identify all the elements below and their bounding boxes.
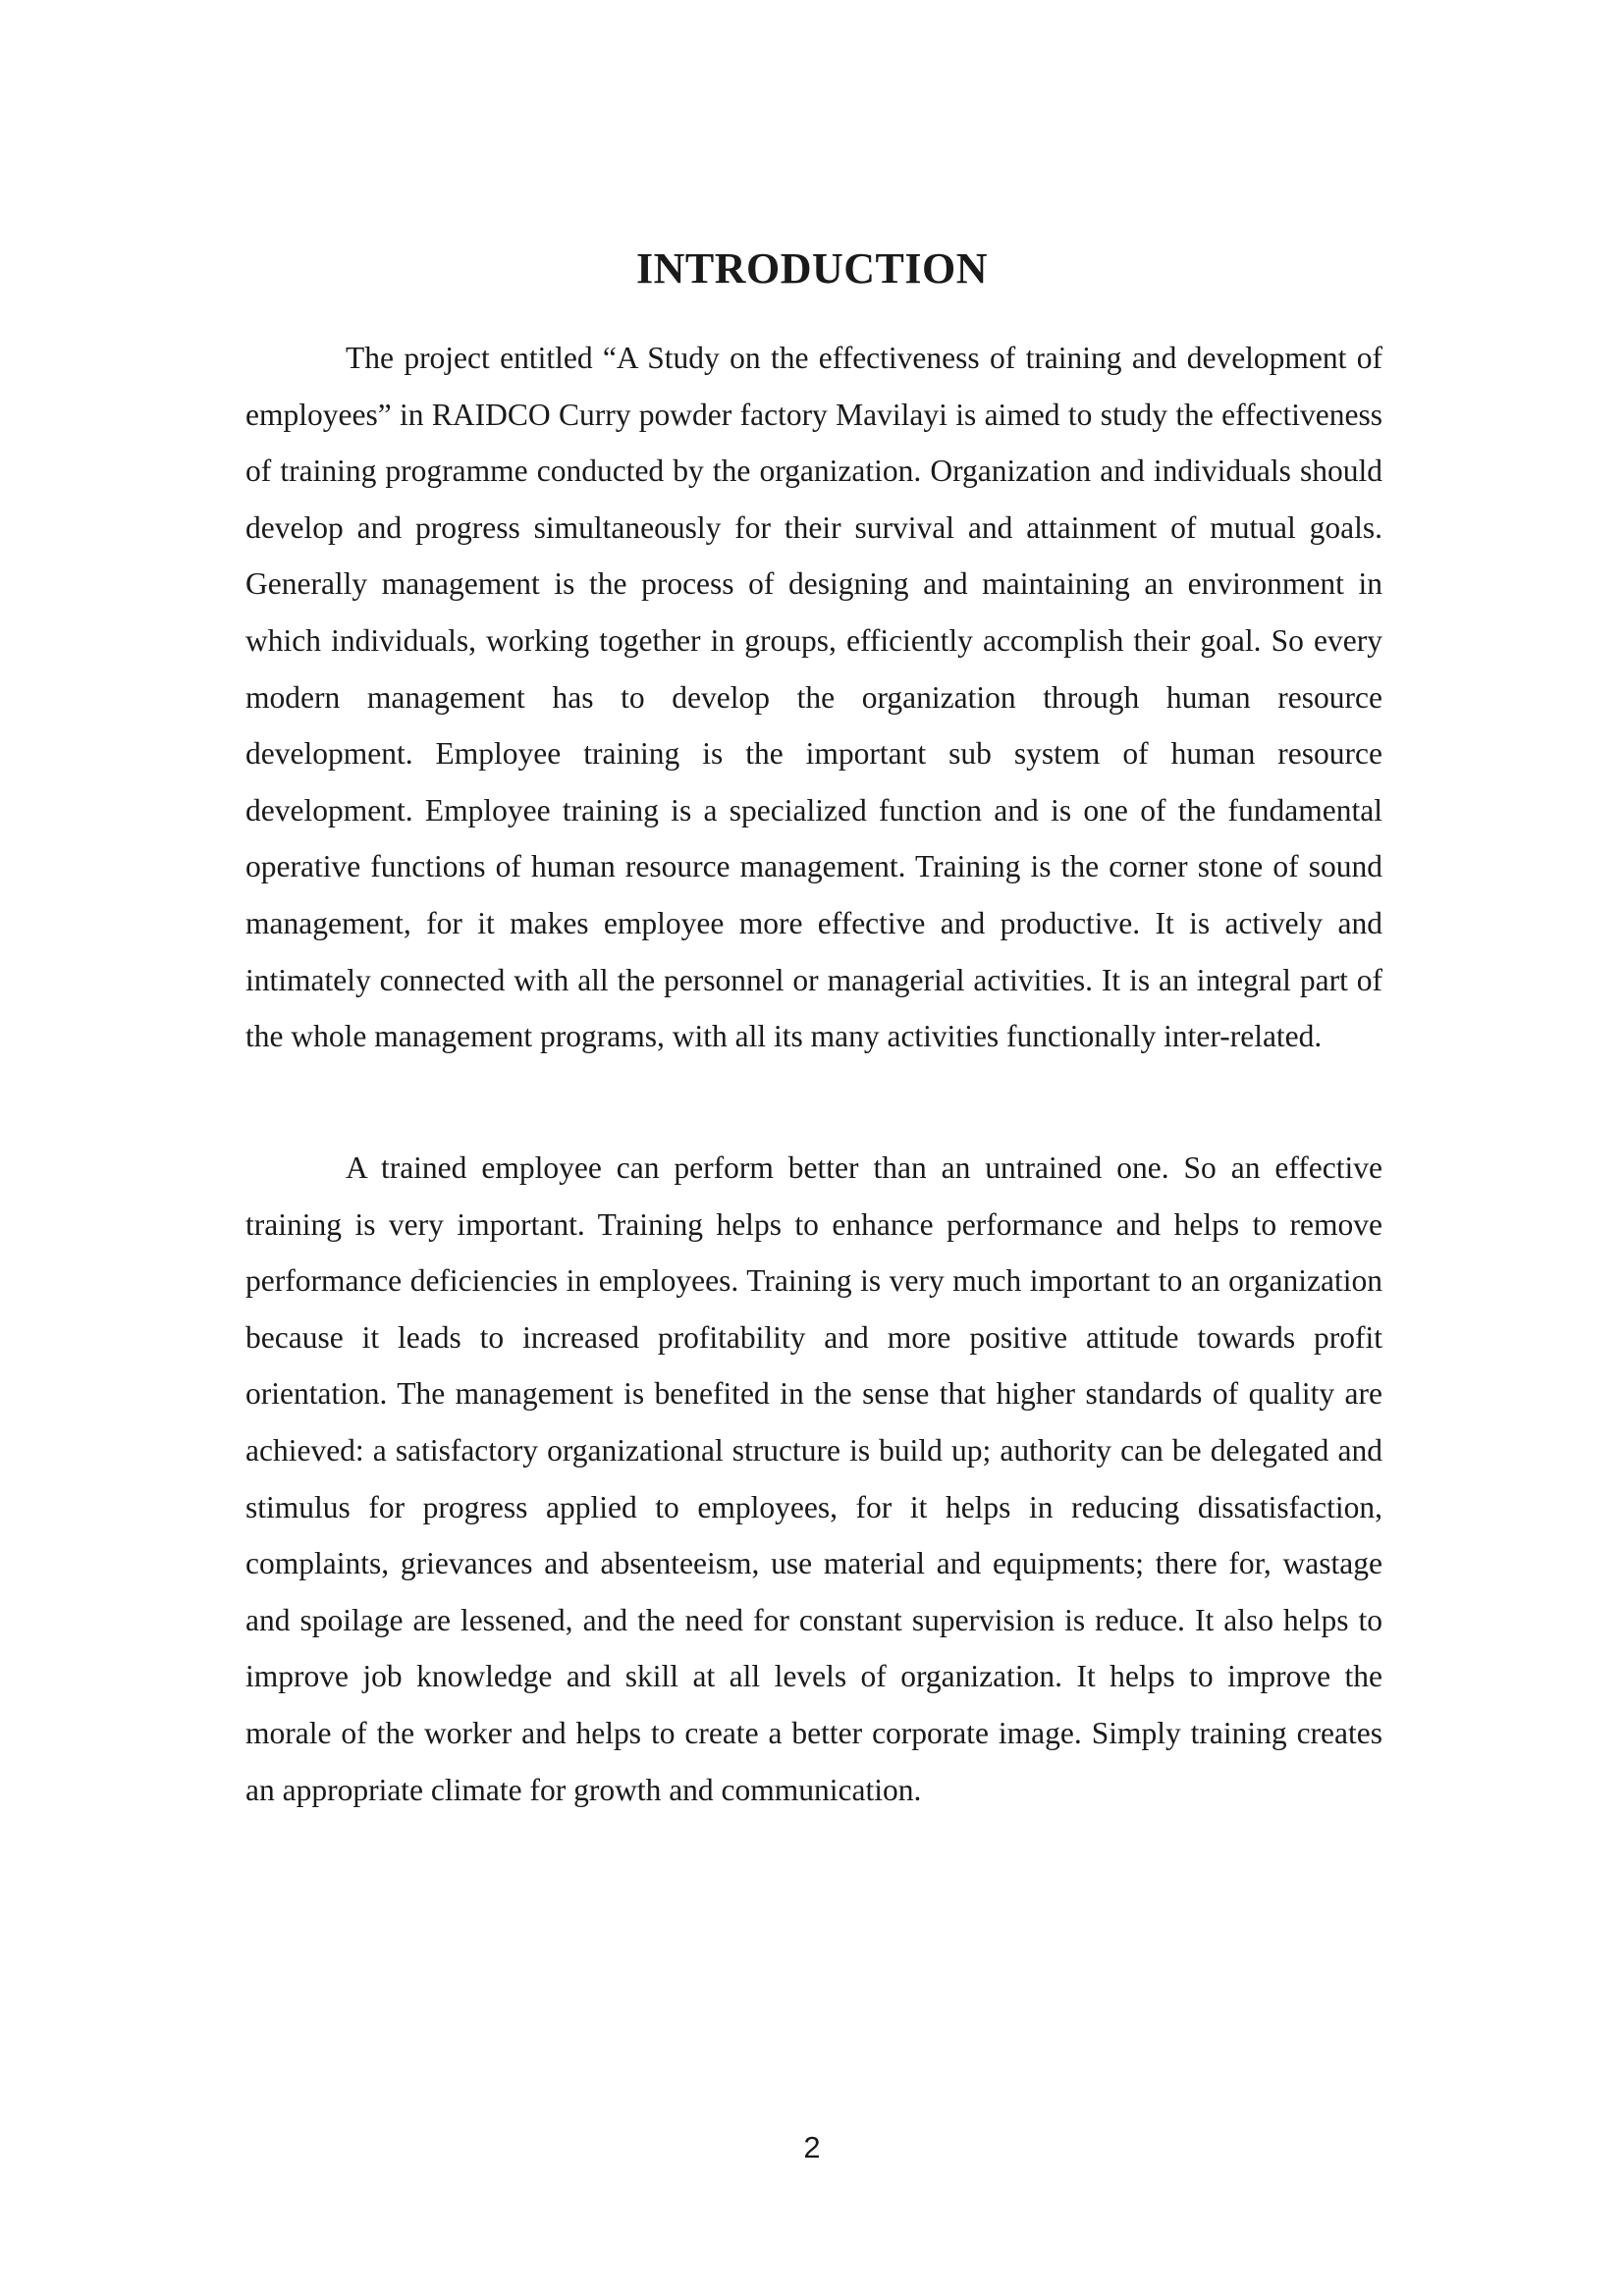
page-number: 2 xyxy=(803,2130,821,2164)
paragraph-1: The project entitled “A Study on the effectiveness of training and development of employees” in RAIDCO Curry powder factory Mavilayi is aimed to study the effectiveness of training programme conducted by the organization. Organization and individuals should develop and progress simultaneously for their survival and attainment of mutual goals. Generally management is the process of designing and maintaining an environment in which individuals, working together in groups, efficiently accomplish their goal. So every modern management has to develop the organization through human resource development. Employee training is the important sub system of human resource development. Employee training is a specialized function and is one of the fundamental operative functions of human resource management. Training is the corner stone of sound management, for it makes employee more effective and productive. It is actively and intimately connected with all the personnel or managerial activities. It is an integral part of the whole management programs, with all its many activities functionally inter-related. xyxy=(245,341,1382,1054)
page-heading: INTRODUCTION xyxy=(635,244,989,293)
paragraph-2: A trained employee can perform better than an untrained one. So an effective training is very important. Training helps to enhance performance and helps to remove performance deficiencies in employees. Training is very much important to an organization because it leads to increased profitability and more positive attitude towards profit orientation. The management is benefited in the sense that higher standards of quality are achieved: a satisfactory organizational structure is build up; authority can be delegated and stimulus for progress applied to employees, for it helps in reducing dissatisfaction, complaints, grievances and absenteeism, use material and equipments; there for, wastage and spoilage are lessened, and the need for constant supervision is reduce. It also helps to improve job knowledge and skill at all levels of organization. It helps to improve the morale of the worker and helps to create a better corporate image. Simply training creates an appropriate climate for growth and communication. xyxy=(245,1150,1382,1807)
